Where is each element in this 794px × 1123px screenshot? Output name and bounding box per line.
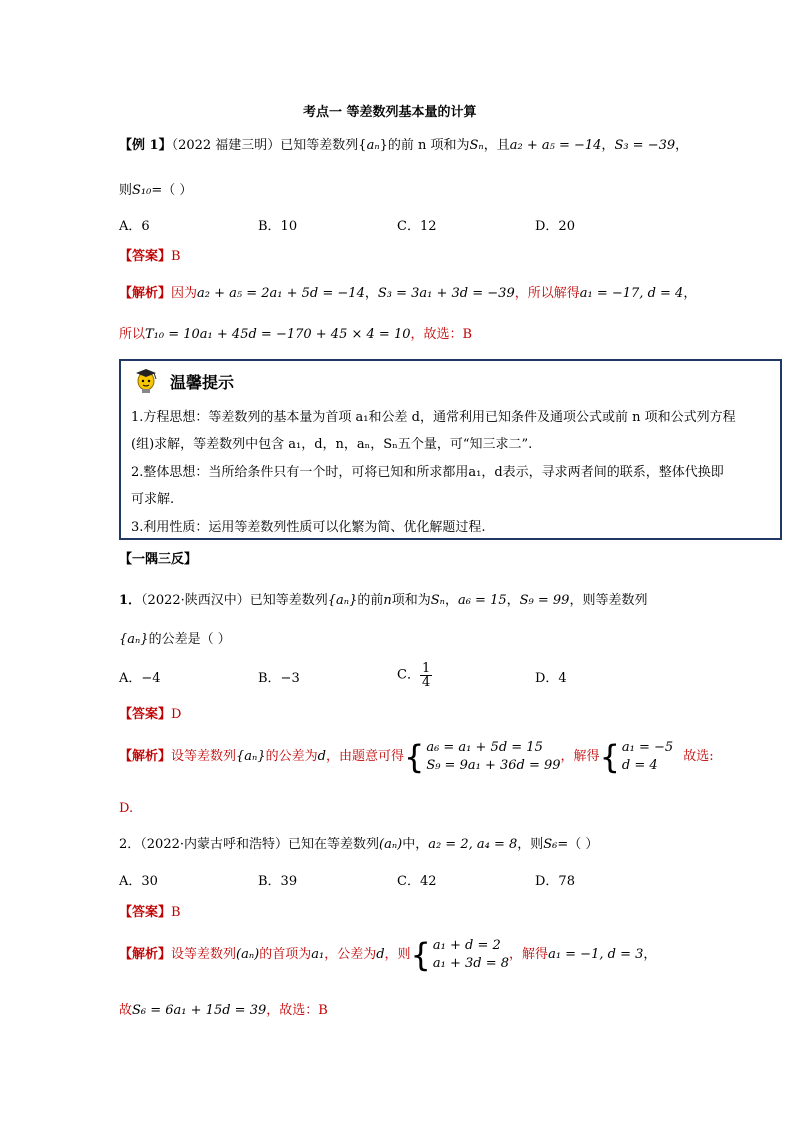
q1-option-d: D．4 bbox=[535, 671, 567, 686]
tip-line-2: (组)求解，等差数列中包含 a₁，d，n，aₙ，Sₙ五个量，可“知三求二”. bbox=[131, 437, 533, 452]
example-tag: 【例 1】 bbox=[119, 138, 172, 153]
tip-line-5: 3.利用性质：运用等差数列性质可以化繁为简、优化解题过程. bbox=[131, 520, 486, 535]
lightbulb-scholar-icon bbox=[133, 367, 159, 400]
equation-system-1: a₆ = a₁ + 5d = 15 S₉ = 9a₁ + 36d = 99 bbox=[426, 740, 561, 773]
q1-analysis-end: D. bbox=[119, 801, 134, 816]
q2-answer: 【答案】B bbox=[119, 905, 181, 920]
equation-system: a₁ + d = 2 a₁ + 3d = 8 bbox=[432, 938, 510, 971]
q1-analysis: 【解析】设等差数列{aₙ}的公差为d，由题意可得{ a₆ = a₁ + 5d = 15 S₉ = 9a₁ + 36d = 99，解得{ a₁ = −5 d = 4故选: bbox=[119, 737, 714, 776]
left-brace: { bbox=[403, 737, 425, 776]
q1-line-1: 1．（2022·陕西汉中）已知等差数列{aₙ}的前n项和为Sₙ，a₆ = 15，S₉ = 99，则等差数列 bbox=[119, 593, 648, 608]
q1-answer: 【答案】D bbox=[119, 707, 182, 722]
practice-tag: 【一隅三反】 bbox=[119, 552, 198, 567]
example-option-a: A．6 bbox=[119, 219, 150, 234]
example-1-line-2: 则S₁₀=（ ） bbox=[119, 183, 193, 198]
tip-line-3: 2.整体思想：当所给条件只有一个时，可将已知和所求都用a₁，d表示，寻求两者间的联系，整体代换即 bbox=[131, 465, 724, 480]
left-brace: { bbox=[410, 935, 431, 974]
equation-system-2: a₁ = −5 d = 4 bbox=[621, 740, 674, 773]
q2-analysis: 【解析】设等差数列(aₙ)的首项为a₁，公差为d，则{ a₁ + d = 2 a₁ + 3d = 8，解得a₁ = −1, d = 3， bbox=[119, 935, 657, 974]
example-1-line-1: 【例 1】（2022 福建三明）已知等差数列{aₙ}的前 n 项和为Sₙ，且a₂ + a₅ = −14，S₃ = −39， bbox=[119, 138, 689, 153]
q1-option-c: C． $\frac{1}{4}$ bbox=[397, 661, 431, 690]
q1-option-b: B．−3 bbox=[258, 671, 300, 686]
q2-line-1: 2．（2022·内蒙古呼和浩特）已知在等差数列(aₙ)中，a₂ = 2, a₄ = 8，则S₆=（ ） bbox=[119, 837, 599, 852]
q2-option-c: C．42 bbox=[397, 874, 437, 889]
tip-line-4: 可求解. bbox=[131, 492, 175, 507]
fraction: $\frac{1}{4}$ bbox=[421, 661, 431, 690]
example-analysis-line-1: 【解析】因为a₂ + a₅ = 2a₁ + 5d = −14，S₃ = 3a₁ + 3d = −39，所以解得a₁ = −17, d = 4， bbox=[119, 286, 697, 301]
q2-option-a: A．30 bbox=[119, 874, 158, 889]
tip-line-1: 1.方程思想：等差数列的基本量为首项 a₁和公差 d，通常利用已知条件及通项公式或前 n 项和公式列方程 bbox=[131, 410, 736, 425]
left-brace: { bbox=[599, 737, 620, 776]
section-heading: 考点一 等差数列基本量的计算 bbox=[303, 105, 477, 120]
example-option-d: D．20 bbox=[535, 219, 575, 234]
q1-line-2: {aₙ}的公差是（ ） bbox=[119, 632, 231, 647]
tip-title: 温馨提示 bbox=[170, 373, 235, 392]
example-option-b: B．10 bbox=[258, 219, 298, 234]
example-option-c: C．12 bbox=[397, 219, 437, 234]
q1-option-a: A．−4 bbox=[119, 671, 161, 686]
q2-final: 故S₆ = 6a₁ + 15d = 39，故选：B bbox=[119, 1003, 328, 1018]
q2-option-d: D．78 bbox=[535, 874, 575, 889]
example-answer: 【答案】B bbox=[119, 249, 181, 264]
q2-option-b: B．39 bbox=[258, 874, 298, 889]
example-analysis-line-2: 所以T₁₀ = 10a₁ + 45d = −170 + 45 × 4 = 10，故选：B bbox=[119, 327, 473, 342]
